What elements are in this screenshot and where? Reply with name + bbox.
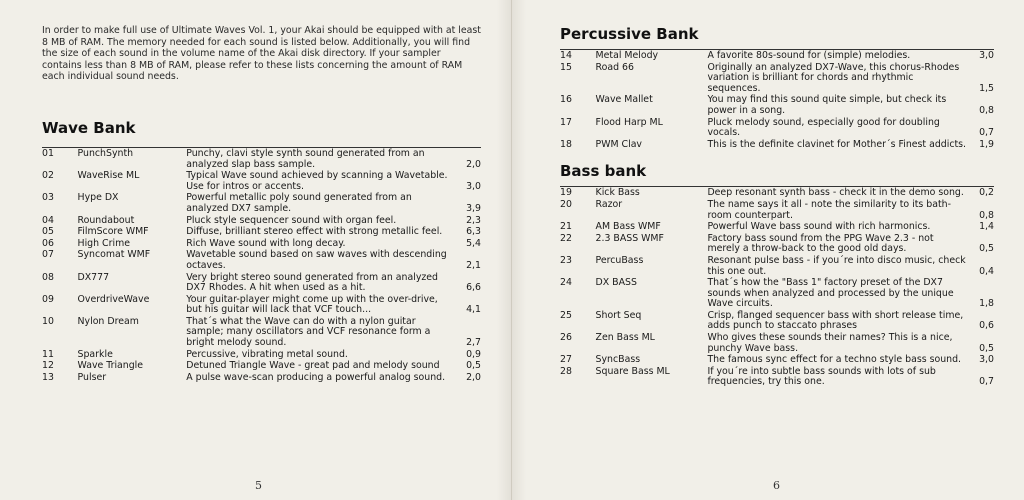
sound-num: 04 bbox=[42, 214, 54, 226]
sound-desc: You may find this sound quite simple, but check its power in a song. bbox=[707, 94, 947, 116]
sound-size: 0,5 bbox=[979, 342, 994, 354]
table-row bbox=[42, 215, 481, 227]
page-number-right: 6 bbox=[773, 479, 780, 492]
sound-name: PWM Clav bbox=[595, 138, 642, 150]
table-row bbox=[560, 366, 994, 388]
sound-size: 2,3 bbox=[466, 214, 481, 226]
sound-size: 0,5 bbox=[979, 243, 994, 255]
sound-num: 07 bbox=[42, 249, 54, 261]
sound-name: Metal Melody bbox=[595, 50, 659, 61]
table-row bbox=[42, 238, 481, 250]
sound-desc: Powerful metallic poly sound generated from an analyzed DX7 sample. bbox=[186, 192, 412, 214]
sound-num: 10 bbox=[42, 315, 54, 327]
sound-name: Hype DX bbox=[77, 192, 119, 204]
page-number-left: 5 bbox=[255, 479, 262, 492]
table-row bbox=[560, 233, 994, 255]
sound-name: DX BASS bbox=[595, 277, 637, 289]
sound-desc: Factory bass sound from the PPG Wave 2.3 - not merely a throw-back to the good old days. bbox=[707, 232, 934, 255]
sound-name: 2.3 BASS WMF bbox=[595, 232, 664, 244]
sound-name: Roundabout bbox=[77, 214, 135, 226]
sound-name: Square Bass ML bbox=[595, 365, 670, 377]
bass-bank-table bbox=[560, 186, 994, 388]
sound-num: 26 bbox=[560, 332, 572, 344]
sound-num: 28 bbox=[560, 365, 572, 377]
table-row bbox=[42, 316, 481, 349]
sound-desc: If you´re into subtle bass sounds with lots of sub frequencies, try this one. bbox=[707, 365, 936, 388]
sound-desc: The name says it all - note the similarity to its bath-room counterpart. bbox=[707, 198, 951, 221]
sound-desc: That´s how the "Bass 1" factory preset of the DX7 sounds when analyzed and processed by the unique Wave circuits. bbox=[707, 277, 954, 310]
sound-desc: Punchy, clavi style synth sound generated from an analyzed slap bass sample. bbox=[186, 147, 425, 170]
sound-name: Razor bbox=[595, 198, 623, 210]
table-row bbox=[560, 199, 994, 221]
sound-name: PercuBass bbox=[595, 254, 644, 266]
sound-num: 18 bbox=[560, 138, 572, 150]
sound-desc: Who gives these sounds their names? This is a nice, punchy Wave bass. bbox=[707, 332, 953, 354]
sound-desc: Your guitar-player might come up with the over-drive, but his guitar will lack that VCF touch... bbox=[186, 293, 438, 316]
sound-size: 3,0 bbox=[466, 180, 481, 192]
sound-num: 19 bbox=[560, 187, 572, 199]
table-row bbox=[42, 249, 481, 271]
sound-name: WaveRise ML bbox=[77, 170, 140, 182]
sound-size: 0,7 bbox=[979, 127, 994, 139]
table-row bbox=[560, 277, 994, 310]
sound-num: 22 bbox=[560, 232, 572, 244]
sound-desc: Originally an analyzed DX7-Wave, this chorus-Rhodes variation is brilliant for chords and rhythmic sequences. bbox=[707, 61, 960, 94]
sound-size: 1,8 bbox=[979, 298, 994, 310]
sound-num: 16 bbox=[560, 94, 572, 106]
sound-desc: Pluck melody sound, especially good for doubling vocals. bbox=[707, 116, 940, 139]
table-row bbox=[560, 255, 994, 277]
sound-num: 24 bbox=[560, 277, 572, 289]
sound-desc: Wavetable sound based on saw waves with descending octaves. bbox=[186, 249, 447, 271]
table-row bbox=[42, 360, 481, 372]
sound-size: 5,4 bbox=[466, 237, 481, 249]
sound-name: Syncomat WMF bbox=[77, 249, 151, 261]
table-row bbox=[560, 94, 994, 116]
sound-size: 1,5 bbox=[979, 82, 994, 94]
table-row bbox=[42, 148, 481, 170]
table-row bbox=[42, 349, 481, 361]
sound-name: Pulser bbox=[77, 371, 107, 383]
sound-size: 1,4 bbox=[979, 221, 994, 233]
sound-num: 27 bbox=[560, 354, 572, 366]
sound-num: 03 bbox=[42, 192, 54, 204]
sound-num: 08 bbox=[42, 271, 54, 283]
sound-size: 3,9 bbox=[466, 202, 481, 214]
table-row bbox=[560, 354, 994, 366]
sound-num: 11 bbox=[42, 348, 54, 360]
sound-size: 4,1 bbox=[466, 304, 481, 316]
sound-size: 0,8 bbox=[979, 104, 994, 116]
sound-size: 0,4 bbox=[979, 265, 994, 277]
sound-size: 0,8 bbox=[979, 209, 994, 221]
percussive-bank-title: Percussive Bank bbox=[560, 25, 699, 43]
sound-num: 17 bbox=[560, 116, 572, 128]
sound-desc: Percussive, vibrating metal sound. bbox=[186, 348, 348, 360]
table-row bbox=[560, 310, 994, 332]
sound-size: 6,3 bbox=[466, 226, 481, 238]
sound-name: High Crime bbox=[77, 237, 130, 249]
sound-name: Nylon Dream bbox=[77, 315, 139, 327]
sound-num: 13 bbox=[42, 371, 54, 383]
sound-name: Kick Bass bbox=[595, 187, 640, 199]
sound-desc: This is the definite clavinet for Mother´s Finest addicts. bbox=[707, 138, 967, 150]
sound-name: Flood Harp ML bbox=[595, 116, 663, 128]
sound-name: FilmScore WMF bbox=[77, 226, 149, 238]
sound-num: 05 bbox=[42, 226, 54, 238]
sound-num: 14 bbox=[560, 50, 572, 61]
sound-size: 0,6 bbox=[979, 320, 994, 332]
sound-num: 20 bbox=[560, 198, 572, 210]
sound-size: 6,6 bbox=[466, 282, 481, 294]
sound-size: 0,5 bbox=[466, 360, 481, 372]
sound-size: 2,0 bbox=[466, 371, 481, 383]
sound-desc: A pulse wave-scan producing a powerful analog sound. bbox=[186, 371, 446, 383]
sound-desc: Deep resonant synth bass - check it in the demo song. bbox=[707, 187, 964, 199]
sound-desc: Rich Wave sound with long decay. bbox=[186, 237, 346, 249]
right-page bbox=[512, 0, 1024, 500]
sound-desc: Pluck style sequencer sound with organ feel. bbox=[186, 214, 397, 226]
table-row bbox=[42, 272, 481, 294]
wave-bank-table bbox=[42, 147, 481, 383]
sound-num: 25 bbox=[560, 309, 572, 321]
sound-name: PunchSynth bbox=[77, 147, 134, 159]
sound-num: 12 bbox=[42, 360, 54, 372]
sound-size: 3,0 bbox=[979, 354, 994, 366]
table-row bbox=[560, 187, 994, 199]
sound-desc: That´s what the Wave can do with a nylon guitar sample; many oscillators and VCF resonance form a bright melody sound. bbox=[186, 315, 431, 349]
sound-desc: The famous sync effect for a techno style bass sound. bbox=[707, 354, 962, 366]
sound-name: Zen Bass ML bbox=[595, 332, 655, 344]
sound-name: Short Seq bbox=[595, 309, 642, 321]
table-row bbox=[560, 221, 994, 233]
sound-name: Wave Mallet bbox=[595, 94, 653, 106]
sound-desc: Very bright stereo sound generated from an analyzed DX7 Rhodes. A hit when used as a hit. bbox=[186, 271, 439, 294]
table-row bbox=[42, 192, 481, 214]
sound-num: 15 bbox=[560, 61, 572, 73]
bass-bank-title: Bass bank bbox=[560, 162, 647, 181]
sound-size: 1,9 bbox=[979, 138, 994, 150]
sound-desc: Resonant pulse bass - if you´re into disco music, check this one out. bbox=[707, 254, 966, 277]
sound-num: 01 bbox=[42, 147, 54, 159]
sound-name: Road 66 bbox=[595, 61, 634, 73]
table-row bbox=[42, 226, 481, 238]
sound-name: Sparkle bbox=[77, 348, 113, 360]
sound-size: 2,0 bbox=[466, 158, 481, 170]
table-row bbox=[560, 50, 994, 62]
sound-desc: Detuned Triangle Wave - great pad and melody sound bbox=[186, 360, 440, 372]
sound-size: 0,9 bbox=[466, 348, 481, 360]
sound-desc: Powerful Wave bass sound with rich harmonics. bbox=[707, 221, 931, 233]
sound-name: SyncBass bbox=[595, 354, 641, 366]
sound-num: 21 bbox=[560, 221, 572, 233]
sound-name: AM Bass WMF bbox=[595, 221, 661, 233]
table-row bbox=[560, 62, 994, 95]
sound-size: 0,7 bbox=[979, 376, 994, 388]
sound-desc: Typical Wave sound achieved by scanning a Wavetable. Use for intros or accents. bbox=[186, 170, 448, 192]
sound-num: 23 bbox=[560, 254, 572, 266]
sound-size: 0,2 bbox=[979, 187, 994, 199]
sound-size: 2,1 bbox=[466, 259, 481, 271]
sound-name: DX777 bbox=[77, 271, 110, 283]
table-row bbox=[560, 139, 994, 151]
table-row bbox=[42, 294, 481, 316]
intro-paragraph: In order to make full use of Ultimate Waves Vol. 1, your Akai should be equipped with at least 8 MB of RAM. The memory needed for each sound is listed below. Additionally, you will find the size of each sound in the volume name of the Akai disk directory. If your sampler contains less than 8 MB of RAM, please refer to these lists concerning the amount of RAM each individual sound needs. bbox=[42, 25, 481, 83]
table-row bbox=[560, 332, 994, 354]
table-row bbox=[42, 372, 481, 384]
table-row bbox=[560, 117, 994, 139]
sound-name: Wave Triangle bbox=[77, 360, 144, 372]
sound-desc: Crisp, flanged sequencer bass with short release time, adds punch to staccato phrases bbox=[707, 309, 964, 332]
sound-num: 06 bbox=[42, 237, 54, 249]
table-row bbox=[42, 170, 481, 192]
sound-name: OverdriveWave bbox=[77, 293, 150, 305]
wave-bank-title: Wave Bank bbox=[42, 118, 136, 137]
sound-size: 2,7 bbox=[466, 337, 481, 349]
sound-size: 3,0 bbox=[979, 50, 994, 61]
sound-desc: Diffuse, brilliant stereo effect with strong metallic feel. bbox=[186, 226, 443, 238]
sound-desc: A favorite 80s-sound for (simple) melodies. bbox=[707, 50, 911, 61]
sound-num: 02 bbox=[42, 170, 54, 182]
percussive-bank-table bbox=[560, 49, 994, 150]
sound-num: 09 bbox=[42, 293, 54, 305]
